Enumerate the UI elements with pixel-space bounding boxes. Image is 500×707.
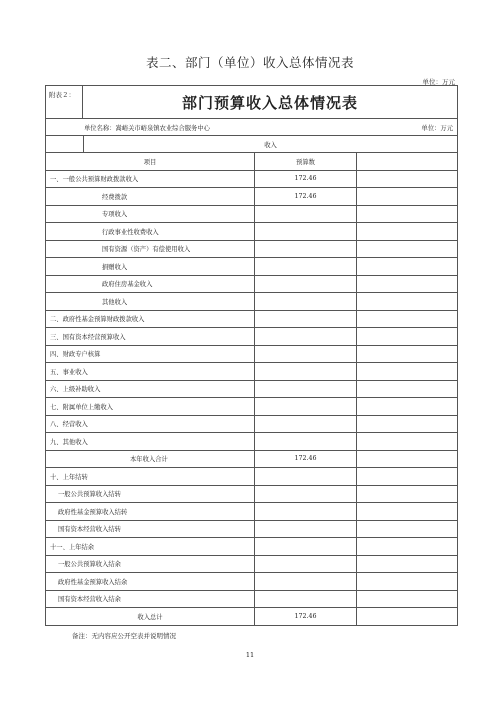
document-title: 表二、部门（单位）收入总体情况表 <box>145 55 354 70</box>
table-row <box>46 171 457 189</box>
row-label: 国有资本经营收入结余 <box>46 591 255 608</box>
row-value: 172.46 <box>255 171 357 188</box>
table-row <box>46 608 457 626</box>
row-blank-cell <box>357 398 457 415</box>
row-value <box>255 591 357 608</box>
row-blank-cell <box>357 433 457 450</box>
row-value <box>255 433 357 450</box>
table-main-title: 部门预算收入总体情况表 <box>181 93 358 112</box>
row-label: 政府性基金预算收入结转 <box>46 503 255 520</box>
budget-income-table <box>45 85 458 626</box>
row-value <box>255 556 357 573</box>
row-blank-cell <box>357 188 457 205</box>
column-header-blank <box>357 153 457 170</box>
row-label: 行政事业性收费收入 <box>46 223 255 240</box>
row-blank-cell <box>357 486 457 503</box>
row-label: 一般公共预算收入结余 <box>46 556 255 573</box>
row-label: 经费拨款 <box>46 188 255 205</box>
column-header-budget: 预算数 <box>255 153 357 170</box>
table-row <box>46 206 457 224</box>
table-row <box>46 188 457 206</box>
table-row <box>46 573 457 591</box>
row-label: 一、一般公共预算财政拨款收入 <box>46 171 255 188</box>
row-label: 五、事业收入 <box>46 363 255 380</box>
row-blank-cell <box>357 521 457 538</box>
table-row <box>46 451 457 469</box>
row-label: 国有资源（资产）有偿使用收入 <box>46 241 255 258</box>
row-label: 十、上年结转 <box>46 468 255 485</box>
table-row <box>46 381 457 399</box>
row-label: 七、附属单位上缴收入 <box>46 398 255 415</box>
row-value: 172.46 <box>255 608 357 625</box>
table-row <box>46 591 457 609</box>
attachment-label: 附表２： <box>46 86 83 118</box>
row-label: 政府性基金预算收入结余 <box>46 573 255 590</box>
table-row <box>46 538 457 556</box>
row-blank-cell <box>357 311 457 328</box>
row-value: 172.46 <box>255 451 357 468</box>
table-row <box>46 346 457 364</box>
row-value: 172.46 <box>255 188 357 205</box>
row-label: 六、上级补助收入 <box>46 381 255 398</box>
row-label: 捐赠收入 <box>46 258 255 275</box>
table-row <box>46 433 457 451</box>
unit-label: 单位：万元 <box>421 124 453 132</box>
row-blank-cell <box>357 241 457 258</box>
row-label: 一般公共预算收入结转 <box>46 486 255 503</box>
row-blank-cell <box>357 293 457 310</box>
column-header-item: 项目 <box>46 153 255 170</box>
row-value <box>255 363 357 380</box>
section-label: 收入 <box>83 136 457 152</box>
row-label: 收入总计 <box>46 608 255 625</box>
table-header-row <box>46 86 457 119</box>
table-row <box>46 398 457 416</box>
unit-label-top: 单位：万元 <box>422 78 455 86</box>
row-value <box>255 573 357 590</box>
row-value <box>255 293 357 310</box>
row-blank-cell <box>357 276 457 293</box>
row-label: 专项收入 <box>46 206 255 223</box>
row-value <box>255 346 357 363</box>
row-blank-cell <box>357 503 457 520</box>
section-row-spacer <box>46 136 83 152</box>
unit-info-row <box>46 119 457 136</box>
section-row <box>46 136 457 153</box>
row-value <box>255 206 357 223</box>
row-value <box>255 398 357 415</box>
row-blank-cell <box>357 591 457 608</box>
row-blank-cell <box>357 468 457 485</box>
row-blank-cell <box>357 328 457 345</box>
row-label: 国有资本经营收入结转 <box>46 521 255 538</box>
row-value <box>255 468 357 485</box>
table-row <box>46 223 457 241</box>
row-value <box>255 381 357 398</box>
row-value <box>255 241 357 258</box>
row-label: 本年收入合计 <box>46 451 255 468</box>
row-blank-cell <box>357 608 457 625</box>
table-row <box>46 468 457 486</box>
table-row <box>46 486 457 504</box>
row-blank-cell <box>357 538 457 555</box>
row-blank-cell <box>357 206 457 223</box>
row-blank-cell <box>357 171 457 188</box>
row-value <box>255 276 357 293</box>
table-body <box>46 171 457 626</box>
row-value <box>255 328 357 345</box>
row-blank-cell <box>357 346 457 363</box>
table-row <box>46 241 457 259</box>
row-blank-cell <box>357 258 457 275</box>
table-row <box>46 276 457 294</box>
row-blank-cell <box>357 381 457 398</box>
table-row <box>46 503 457 521</box>
row-value <box>255 486 357 503</box>
row-label: 四、财政专户核算 <box>46 346 255 363</box>
table-row <box>46 293 457 311</box>
table-row <box>46 363 457 381</box>
row-label: 九、其他收入 <box>46 433 255 450</box>
table-row <box>46 556 457 574</box>
page-number: 11 <box>245 651 255 659</box>
table-row <box>46 311 457 329</box>
row-blank-cell <box>357 573 457 590</box>
row-blank-cell <box>357 416 457 433</box>
unit-name: 单位名称：嵩峪关市峪泉镇农业综合服务中心 <box>84 124 210 132</box>
row-label: 八、经营收入 <box>46 416 255 433</box>
row-value <box>255 503 357 520</box>
column-header-row <box>46 153 457 171</box>
row-label: 三、国有资本经营预算收入 <box>46 328 255 345</box>
row-label: 二、政府性基金预算财政拨款收入 <box>46 311 255 328</box>
table-row <box>46 328 457 346</box>
footnote: 备注：无内容应公开空表并说明情况 <box>72 632 176 640</box>
row-blank-cell <box>357 363 457 380</box>
row-value <box>255 311 357 328</box>
row-label: 十一、上年结余 <box>46 538 255 555</box>
row-value <box>255 223 357 240</box>
table-row <box>46 258 457 276</box>
table-row <box>46 521 457 539</box>
row-blank-cell <box>357 556 457 573</box>
row-label: 其他收入 <box>46 293 255 310</box>
row-value <box>255 416 357 433</box>
row-value <box>255 258 357 275</box>
row-blank-cell <box>357 223 457 240</box>
row-label: 政府住房基金收入 <box>46 276 255 293</box>
row-value <box>255 521 357 538</box>
row-blank-cell <box>357 451 457 468</box>
row-value <box>255 538 357 555</box>
table-row <box>46 416 457 434</box>
